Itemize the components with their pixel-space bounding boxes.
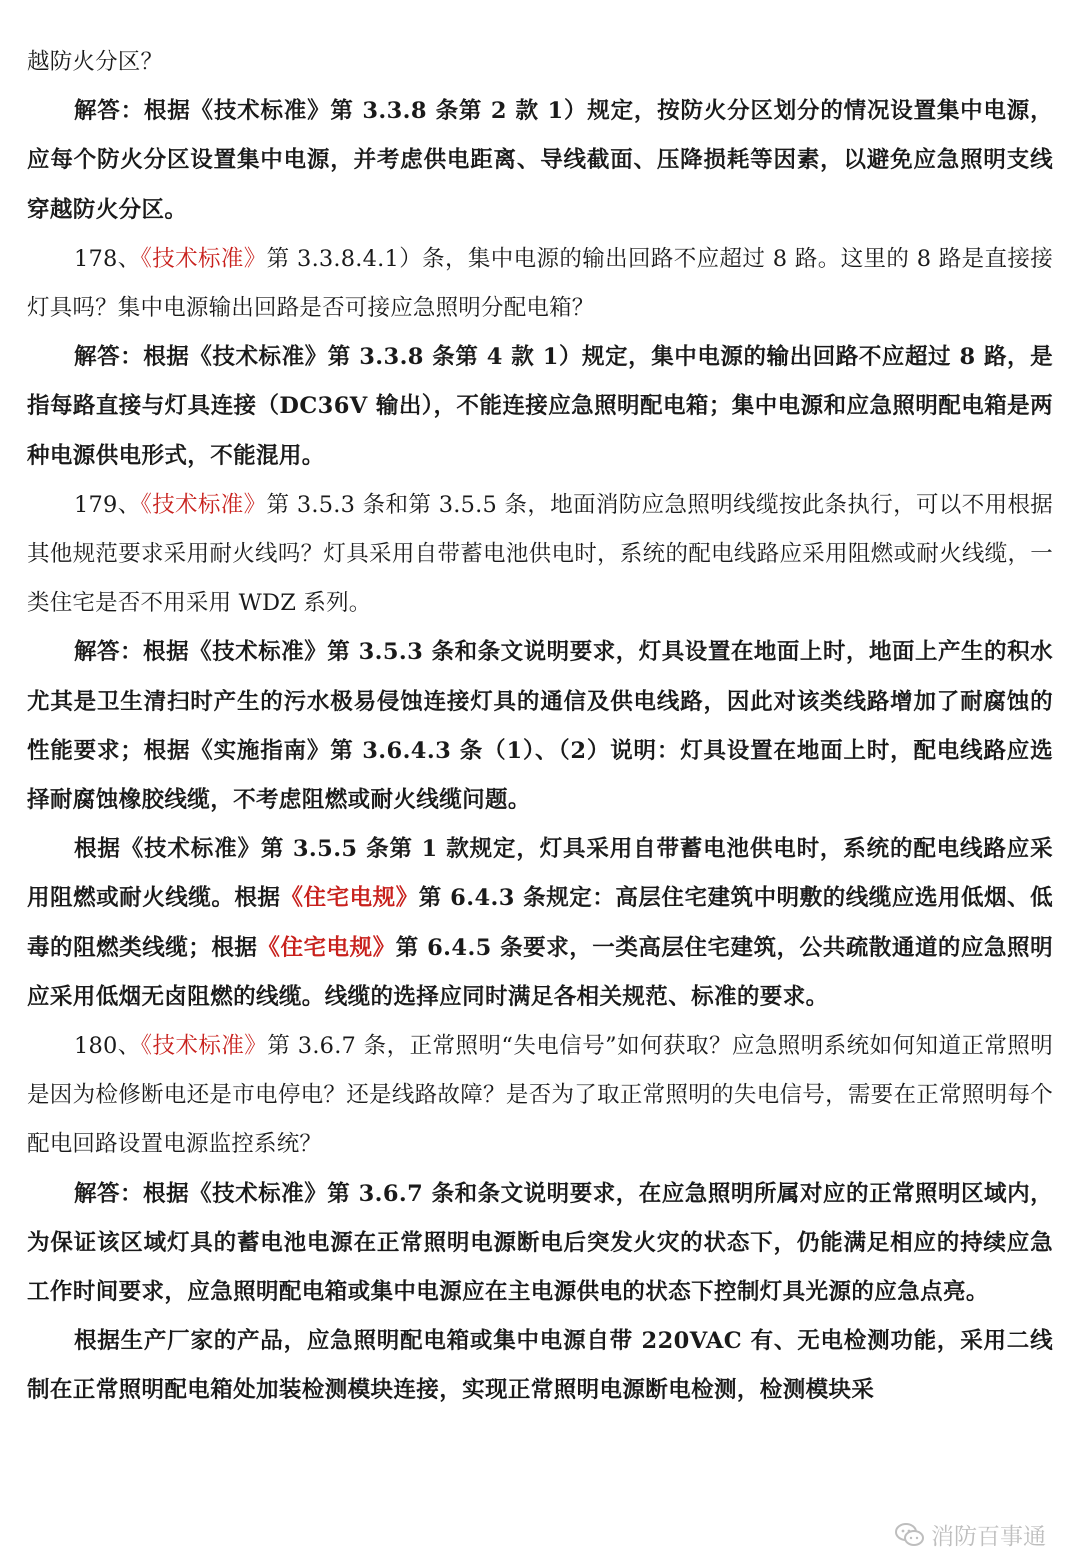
question-179	[27, 481, 1053, 629]
paragraph-continuation: 越防火分区？	[27, 49, 164, 75]
watermark	[895, 1518, 1046, 1551]
answer-180-continued: 根据生产厂家的产品，应急照明配电箱或集中电源自带 220VAC 有、无电检测功能，采用二线制在正常照明配电箱处加装检测模块连接，实现正常照明电源断电检测，检测模块采	[27, 1328, 1053, 1404]
question-text: 第 3.6.7 条，正常照明“失电信号”如何获取？应急照明系统如何知道正常照明是因为检修断电还是市电停电？还是线路故障？是否为了取正常照明的失电信号，需要在正常照明每个配电回路设置电源监控系统？	[27, 1033, 1053, 1158]
question-number: 179、	[74, 491, 141, 518]
answer-180: 解答：根据《技术标准》第 3.6.7 条和条文说明要求，在应急照明所属对应的正常照明区域内，为保证该区域灯具的蓄电池电源在正常照明电源断电后突发火灾的状态下，仍能满足相应的持续应急工作时间要求，应急照明配电箱或集中电源应在主电源供电的状态下控制灯具光源的应急点亮。	[27, 1180, 1053, 1306]
question-number: 178、	[74, 245, 141, 272]
question-text: 第 3.5.3 条和第 3.5.5 条，地面消防应急照明线缆按此条执行，可以不用根据其他规范要求采用耐火线吗？灯具采用自带蓄电池供电时，系统的配电线路应采用阻燃或耐火线缆，一类住宅是否不用采用 WDZ 系列。	[27, 491, 1054, 617]
question-number: 180、	[74, 1033, 141, 1060]
question-text: 第 3.3.8.4.1）条，集中电源的输出回路不应超过 8 路。这里的 8 路是直接接灯具吗？集中电源输出回路是否可接应急照明分配电箱？	[27, 245, 1054, 322]
answer-179: 解答：根据《技术标准》第 3.5.3 条和条文说明要求，灯具设置在地面上时，地面上产生的积水尤其是卫生清扫时产生的污水极易侵蚀连接灯具的通信及供电线路，因此对该类线路增加了耐腐蚀的性能要求；根据《实施指南》第 3.6.4.3 条（1）、（2）说明：灯具设置在地面上时，配电线路应选择耐腐蚀橡胶线缆，不考虑阻燃或耐火线缆问题。	[27, 639, 1053, 814]
wechat-icon	[895, 1522, 925, 1548]
standard-reference: 《技术标准》	[140, 245, 267, 272]
question-178	[27, 235, 1053, 333]
watermark-label: 消防百事通	[931, 1524, 1046, 1550]
standard-reference: 《技术标准》	[140, 1033, 268, 1060]
answer-178: 解答：根据《技术标准》第 3.3.8 条第 4 款 1）规定，集中电源的输出回路不应超过 8 路，是指每路直接与灯具连接（DC36V 输出），不能连接应急照明配电箱；集中电源和应急照明配电箱是两种电源供电形式，不能混用。	[27, 344, 1053, 469]
answer-179-continued: 根据《技术标准》第 3.5.5 条第 1 款规定，灯具采用自带蓄电池供电时，系统的配电线路应采用阻燃或耐火线缆。根据《住宅电规》第 6.4.3 条规定：高层住宅建筑中明敷的线缆应选用低烟、低毒的阻燃类线缆；根据《住宅电规》第 6.4.5 条要求，一类高层住宅建筑，公共疏散通道的应急照明应采用低烟无卤阻燃的线缆。线缆的选择应同时满足各相关规范、标准的要求。	[27, 836, 1053, 1010]
standard-reference: 《技术标准》	[140, 491, 267, 518]
residential-code-reference: 《住宅电规》	[280, 885, 419, 912]
document-body	[27, 38, 1053, 1416]
residential-code-reference: 《住宅电规》	[257, 934, 396, 961]
answer-177: 解答：根据《技术标准》第 3.3.8 条第 2 款 1）规定，按防火分区划分的情况设置集中电源，应每个防火分区设置集中电源，并考虑供电距离、导线截面、压降损耗等因素，以避免应急照明支线穿越防火分区。	[27, 98, 1053, 223]
question-180	[27, 1022, 1053, 1170]
